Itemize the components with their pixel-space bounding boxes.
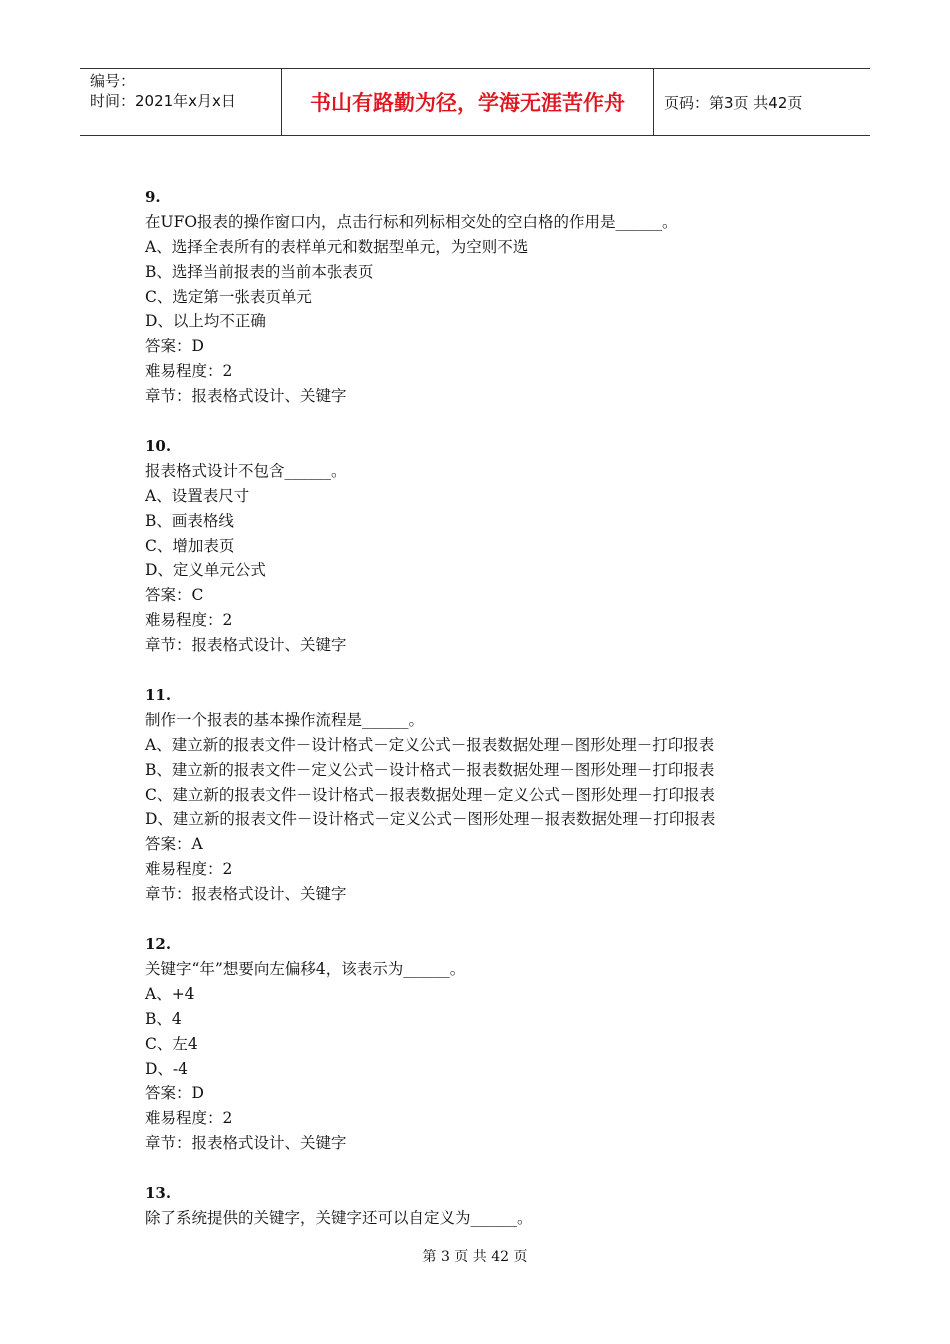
question-number: 13. bbox=[145, 1184, 172, 1203]
question-number: 12. bbox=[145, 935, 172, 954]
question-line: B、画表格线 bbox=[145, 511, 234, 530]
question-line: 除了系统提供的关键字，关键字还可以自定义为______。 bbox=[145, 1208, 533, 1227]
question-line: 章节：报表格式设计、关键字 bbox=[145, 387, 347, 406]
question-line: A、选择全表所有的表样单元和数据型单元，为空则不选 bbox=[145, 237, 529, 256]
header-page-info: 页码：第3页 共42页 bbox=[664, 93, 803, 112]
question-line: C、增加表页 bbox=[145, 536, 235, 555]
question-list bbox=[145, 185, 825, 1256]
question-line: C、选定第一张表页单元 bbox=[145, 287, 312, 306]
question-line: A、建立新的报表文件－设计格式－定义公式－报表数据处理－图形处理－打印报表 bbox=[145, 735, 715, 754]
question-line: 章节：报表格式设计、关键字 bbox=[145, 636, 347, 655]
header-motto: 书山有路勤为径，学海无涯苦作舟 bbox=[282, 69, 654, 135]
question-line: A、+4 bbox=[145, 984, 195, 1003]
question-line: 难易程度：2 bbox=[145, 611, 233, 630]
question-block bbox=[145, 1181, 825, 1231]
footer-page-number: 第 3 页 共 42 页 bbox=[422, 1249, 528, 1265]
question-line: B、建立新的报表文件－定义公式－设计格式－报表数据处理－图形处理－打印报表 bbox=[145, 760, 715, 779]
question-line: D、建立新的报表文件－设计格式－定义公式－图形处理－报表数据处理－打印报表 bbox=[145, 810, 716, 829]
question-line: A、设置表尺寸 bbox=[145, 486, 250, 505]
number-label: 编号： bbox=[90, 72, 136, 90]
question-block bbox=[145, 185, 825, 409]
question-line: 难易程度：2 bbox=[145, 860, 233, 879]
question-line: 难易程度：2 bbox=[145, 362, 233, 381]
question-line: 制作一个报表的基本操作流程是______。 bbox=[145, 710, 425, 729]
question-line: C、建立新的报表文件－设计格式－报表数据处理－定义公式－图形处理－打印报表 bbox=[145, 785, 715, 804]
question-line: 章节：报表格式设计、关键字 bbox=[145, 885, 347, 904]
question-line: 在UFO报表的操作窗口内，点击行标和列标相交处的空白格的作用是______。 bbox=[145, 212, 678, 231]
question-line: 章节：报表格式设计、关键字 bbox=[145, 1134, 347, 1153]
page-footer bbox=[0, 1246, 950, 1266]
question-line: D、定义单元公式 bbox=[145, 561, 266, 580]
question-line: 答案：A bbox=[145, 835, 203, 854]
question-block bbox=[145, 932, 825, 1156]
question-number: 11. bbox=[145, 686, 172, 705]
time-label: 时间：2021年x月x日 bbox=[90, 92, 236, 110]
question-number: 9. bbox=[145, 188, 161, 206]
question-line: D、-4 bbox=[145, 1059, 189, 1078]
question-line: C、左4 bbox=[145, 1034, 198, 1053]
question-number: 10. bbox=[145, 437, 172, 456]
question-line: 答案：D bbox=[145, 1084, 204, 1103]
question-line: 关键字“年”想要向左偏移4，该表示为______。 bbox=[145, 959, 466, 978]
question-line: 报表格式设计不包含______。 bbox=[145, 461, 347, 480]
question-line: D、以上均不正确 bbox=[145, 312, 266, 331]
question-line: 答案：D bbox=[145, 337, 204, 356]
question-line: B、选择当前报表的当前本张表页 bbox=[145, 262, 374, 281]
question-block bbox=[145, 683, 825, 907]
question-line: 难易程度：2 bbox=[145, 1109, 233, 1128]
question-line: 答案：C bbox=[145, 586, 204, 605]
header-meta bbox=[80, 69, 282, 135]
document-header bbox=[80, 68, 870, 136]
question-block bbox=[145, 434, 825, 658]
question-line: B、4 bbox=[145, 1009, 182, 1028]
